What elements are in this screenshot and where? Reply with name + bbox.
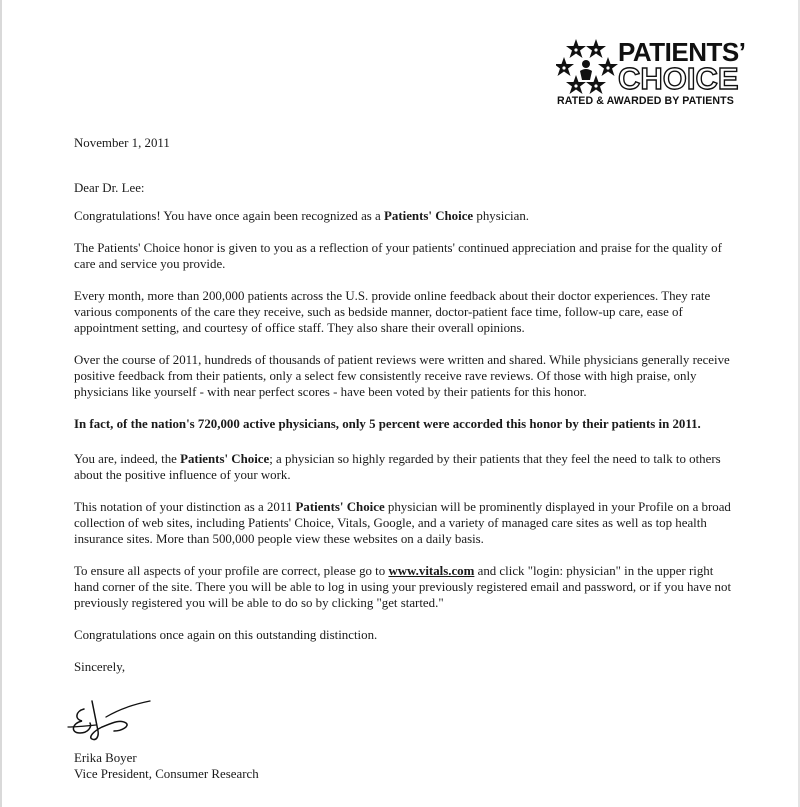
text-run: ; a physician so highly regarded by their patients that they feel the need to talk to others about the positive influence of your work. (74, 452, 721, 482)
paragraph-honor: The Patients' Choice honor is given to you as a reflection of your patients' continued appreciation and praise for the quality of care and service you provide. (74, 241, 722, 271)
paragraph-closing-congrats: Congratulations once again on this outstanding distinction. (74, 628, 378, 642)
paragraph-statistic (74, 416, 734, 432)
signer-name: Erika Boyer (74, 751, 137, 765)
paragraph-monthly-feedback: Every month, more than 200,000 patients across the U.S. provide online feedback about their doctor experiences. They rate various components of the care they receive, such as bedside manner, doctor-patient face time, follow-up care, ease of appointment setting, and courtesy of office staff. They also share their overall opinions. (74, 289, 711, 335)
paragraph-2011-reviews: Over the course of 2011, hundreds of thousands of patient reviews were written and shared. While physicians generally receive positive feedback from their patients, only a select few consistently receive rave reviews. Of those with high praise, only physicians like yourself - with near perfect scores - have been voted by their patients for this honor. (74, 353, 730, 399)
page-edge-left (0, 0, 2, 807)
vitals-link[interactable]: www.vitals.com (388, 564, 475, 578)
logo-tagline: RATED & AWARDED BY PATIENTS (557, 95, 734, 107)
text-run: This notation of your distinction as a 2011 (74, 500, 296, 514)
stars-figures-icon (556, 38, 620, 96)
paragraph-patients-choice (74, 451, 734, 483)
paragraph-profile-display (74, 499, 734, 547)
text-bold: Patients' Choice (295, 500, 385, 514)
signer-title: Vice President, Consumer Research (74, 767, 259, 781)
text-run: physician will be prominently displayed in your Profile on a broad collection of web sites, including Patients' Choice, Vitals, Google, and a variety of managed care sites as well as top health insurance sites. More than 500,000 people view these websites on a daily basis. (74, 500, 731, 546)
closing: Sincerely, (74, 660, 126, 674)
text-run: and click "login: physician" in the upper right hand corner of the site. There you will be able to log in using your previously registered email and password, or if you have not previously registered you will be able to do so by clicking "get started." (74, 564, 732, 610)
text-run: Congratulations! You have once again been recognized as a (74, 209, 384, 223)
text-run: You are, indeed, the (74, 452, 181, 466)
salutation: Dear Dr. Lee: (74, 181, 145, 195)
paragraph-profile-check (74, 563, 734, 611)
logo-text-choice: CHOICE (618, 61, 739, 96)
patients-choice-logo (556, 36, 746, 108)
handwritten-signature (66, 697, 156, 745)
logo-text-patients: PATIENTS’ (618, 37, 746, 67)
text-bold: Patients' Choice (180, 452, 270, 466)
text-run: To ensure all aspects of your profile are correct, please go to (74, 564, 389, 578)
text-run: physician. (473, 209, 530, 223)
text-bold: In fact, of the nation's 720,000 active physicians, only 5 percent were accorded this honor by their patients in 2011. (74, 417, 701, 431)
paragraph-congratulations (74, 208, 734, 224)
signer-block (74, 750, 259, 782)
letter-body (74, 135, 734, 675)
text-bold: Patients' Choice (384, 209, 474, 223)
letter-date: November 1, 2011 (74, 136, 170, 150)
